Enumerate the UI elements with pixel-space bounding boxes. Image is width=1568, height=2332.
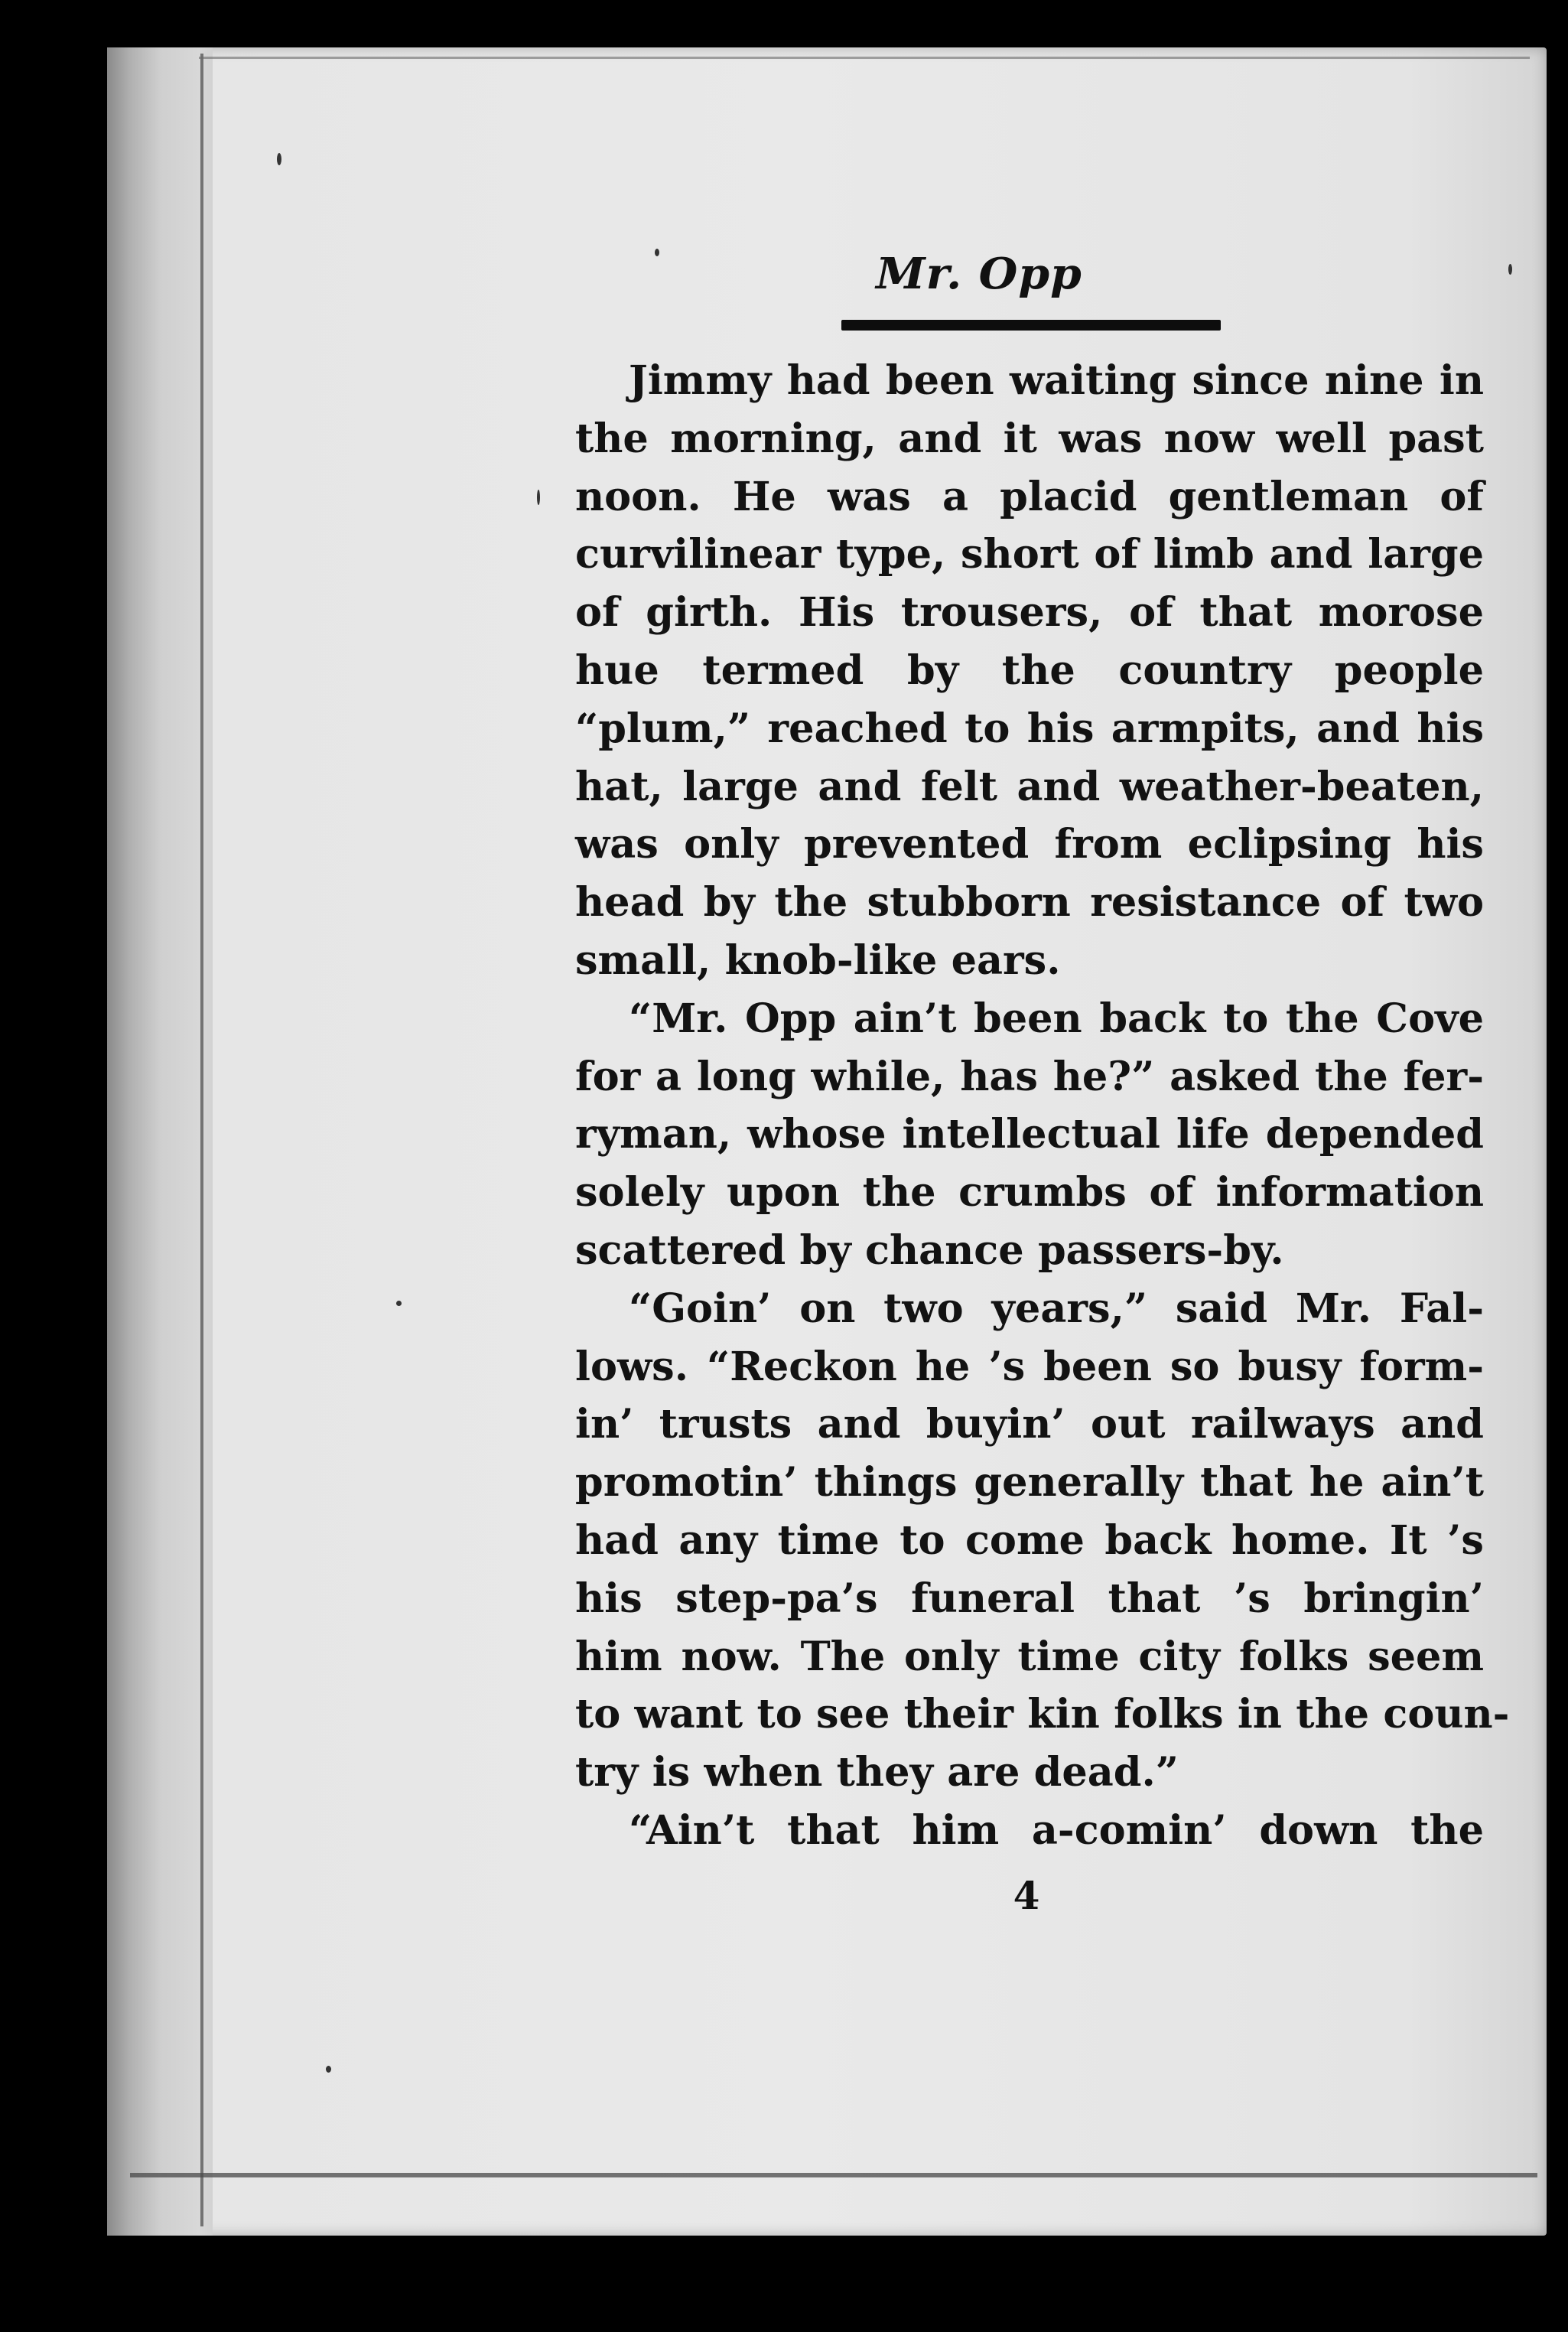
text-line: to want to see their kin folks in the coun- (575, 1691, 1510, 1738)
text-line: the morning, and it was now well past (575, 415, 1484, 462)
text-line: noon. He was a placid gentleman of (575, 473, 1484, 520)
binding-fold-line (200, 54, 203, 2226)
text-line: hue termed by the country people (575, 647, 1484, 694)
text-line: promotin’ things generally that he ain’t (575, 1459, 1484, 1506)
text-line: “Mr. Opp ain’t been back to the Cove (629, 995, 1484, 1042)
page-bottom-edge (130, 2173, 1537, 2177)
header-rule (841, 320, 1221, 331)
scan-speck (326, 2066, 331, 2073)
page-binding-edge (107, 47, 213, 2236)
text-line: scattered by chance passers-by. (575, 1226, 1284, 1274)
text-line: of girth. His trousers, of that morose (575, 589, 1484, 637)
text-line: for a long while, has he?” asked the fer- (575, 1053, 1484, 1100)
text-line: “plum,” reached to his armpits, and his (575, 705, 1484, 752)
text-line: hat, large and felt and weather-beaten, (575, 763, 1484, 810)
scan-speck (1508, 264, 1512, 275)
text-line: was only prevented from eclipsing his (575, 821, 1484, 868)
page-number: 4 (1013, 1873, 1040, 1918)
text-line: Jimmy had been waiting since nine in (629, 357, 1484, 404)
text-line: head by the stubborn resistance of two (575, 879, 1484, 927)
text-line: in’ trusts and buyin’ out railways and (575, 1401, 1484, 1448)
text-line: curvilinear type, short of limb and large (575, 531, 1484, 578)
text-line: “Goin’ on two years,” said Mr. Fal- (629, 1285, 1484, 1332)
text-line: try is when they are dead.” (575, 1749, 1179, 1796)
text-line: had any time to come back home. It ’s (575, 1516, 1484, 1564)
text-line: ryman, whose intellectual life depended (575, 1111, 1484, 1158)
scan-speck (537, 490, 540, 505)
text-line: small, knob-like ears. (575, 936, 1061, 984)
text-line: his step-pa’s funeral that ’s bringin’ (575, 1575, 1484, 1622)
scan-speck (396, 1301, 402, 1306)
text-line: lows. “Reckon he ’s been so busy form- (575, 1343, 1484, 1390)
scan-speck (655, 249, 659, 256)
text-line: “Ain’t that him a-comin’ down the (629, 1806, 1484, 1854)
text-line: solely upon the crumbs of information (575, 1169, 1484, 1216)
body-text (575, 352, 1510, 1860)
text-line: him now. The only time city folks seem (575, 1633, 1484, 1680)
page-top-edge (199, 57, 1530, 59)
running-head: Mr. Opp (876, 249, 1082, 299)
scan-speck (277, 153, 281, 165)
